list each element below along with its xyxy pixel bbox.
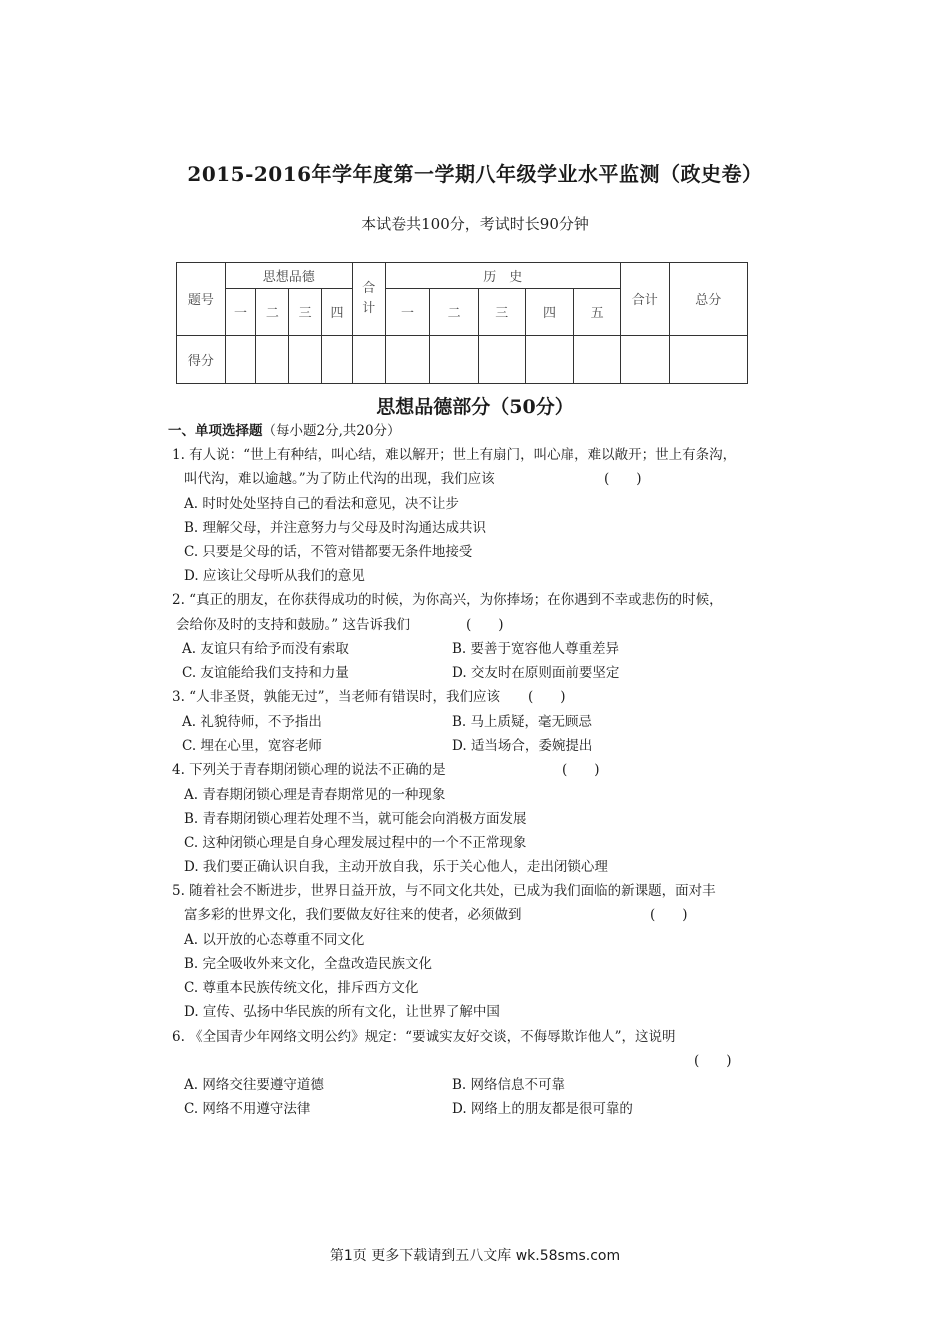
question-number-label: 题号 xyxy=(177,263,226,336)
part-title: 一、单项选择题 xyxy=(168,423,263,439)
answer-blank: ( ) xyxy=(562,762,600,778)
question-2-stem: 2. “真正的朋友，在你获得成功的时候，为你高兴，为你捧场；在你遇到不幸或悲伤的时候， xyxy=(172,592,723,608)
q1-option-c: C. 只要是父母的话，不管对错都要无条件地接受 xyxy=(184,544,473,560)
q4-option-c: C. 这种闭锁心理是自身心理发展过程中的一个不正常现象 xyxy=(184,835,527,851)
score-cell xyxy=(669,335,747,383)
question-1-stem-cont: 叫代沟，难以逾越。”为了防止代沟的出现，我们应该 xyxy=(184,471,495,487)
score-cell xyxy=(525,335,574,383)
score-cell xyxy=(478,335,525,383)
answer-blank: ( ) xyxy=(650,907,688,923)
score-table xyxy=(176,262,748,384)
question-5-stem: 5. 随着社会不断进步，世界日益开放，与不同文化共处，已成为我们面临的新课题，面对丰 xyxy=(172,883,716,899)
q4-option-b: B. 青春期闭锁心理若处理不当，就可能会向消极方面发展 xyxy=(184,811,527,827)
q5-option-c: C. 尊重本民族传统文化，排斥西方文化 xyxy=(184,980,419,996)
history-col-3: 三 xyxy=(478,289,525,335)
q2-option-c: C. 友谊能给我们支持和力量 xyxy=(182,665,349,681)
page-footer: 第1页 更多下载请到五八文库 wk.58sms.com xyxy=(329,1248,621,1264)
part-heading xyxy=(168,422,401,440)
answer-blank: ( ) xyxy=(528,689,566,705)
question-2-stem-cont: 会给你及时的支持和鼓励。” 这告诉我们 xyxy=(176,617,410,633)
history-group-header: 历 史 xyxy=(385,263,620,289)
q6-option-d: D. 网络上的朋友都是很可靠的 xyxy=(452,1101,633,1117)
score-cell xyxy=(225,335,256,383)
q2-option-b: B. 要善于宽容他人尊重差异 xyxy=(452,641,620,657)
q4-option-d: D. 我们要正确认识自我，主动开放自我，乐于关心他人，走出闭锁心理 xyxy=(184,859,608,875)
q1-option-b: B. 理解父母，并注意努力与父母及时沟通达成共识 xyxy=(184,520,487,536)
history-col-2: 二 xyxy=(430,289,479,335)
grand-total-header: 总分 xyxy=(669,263,747,336)
answer-blank: ( ) xyxy=(604,471,642,487)
history-total-header: 合计 xyxy=(620,263,669,336)
q2-option-a: A. 友谊只有给予而没有索取 xyxy=(182,641,349,657)
ethics-col-2: 二 xyxy=(256,289,289,335)
history-col-5: 五 xyxy=(574,289,621,335)
question-1-stem: 1. 有人说：“世上有种结，叫心结，难以解开；世上有扇门，叫心扉，难以敞开；世上有条沟， xyxy=(172,447,737,463)
q2-option-d: D. 交友时在原则面前要坚定 xyxy=(452,665,620,681)
score-cell xyxy=(352,335,385,383)
q3-option-a: A. 礼貌待师，不予指出 xyxy=(182,714,322,730)
answer-blank: ( ) xyxy=(466,617,504,633)
score-cell xyxy=(256,335,289,383)
q3-option-d: D. 适当场合，委婉提出 xyxy=(452,738,593,754)
score-cell xyxy=(289,335,322,383)
answer-blank: ( ) xyxy=(694,1053,732,1069)
subtotal-header: 合 计 xyxy=(352,263,385,336)
part-note: （每小题2分,共20分） xyxy=(262,423,401,439)
question-5-stem-cont: 富多彩的世界文化，我们要做友好往来的使者，必须做到 xyxy=(184,907,522,923)
ethics-col-4: 四 xyxy=(322,289,353,335)
q6-option-b: B. 网络信息不可靠 xyxy=(452,1077,566,1093)
score-row-label: 得分 xyxy=(177,335,226,383)
question-4-stem: 4. 下列关于青春期闭锁心理的说法不正确的是 xyxy=(172,762,446,778)
history-col-4: 四 xyxy=(525,289,574,335)
q3-option-b: B. 马上质疑，毫无顾忌 xyxy=(452,714,593,730)
page-title: 2015-2016年学年度第一学期八年级学业水平监测（政史卷） xyxy=(187,162,763,186)
q6-option-c: C. 网络不用遵守法律 xyxy=(184,1101,311,1117)
section-title: 思想品德部分（50分） xyxy=(376,396,574,418)
q5-option-d: D. 宣传、弘扬中华民族的所有文化，让世界了解中国 xyxy=(184,1004,500,1020)
question-6-stem: 6. 《全国青少年网络文明公约》规定：“要诚实友好交谈，不侮辱欺诈他人”，这说明 xyxy=(172,1029,676,1045)
q4-option-a: A. 青春期闭锁心理是青春期常见的一种现象 xyxy=(184,787,446,803)
ethics-col-1: 一 xyxy=(225,289,256,335)
score-cell xyxy=(574,335,621,383)
score-cell xyxy=(385,335,430,383)
ethics-group-header: 思想品德 xyxy=(225,263,352,289)
q1-option-a: A. 时时处处坚持自己的看法和意见，决不让步 xyxy=(184,496,459,512)
exam-info: 本试卷共100分，考试时长90分钟 xyxy=(361,215,589,233)
q3-option-c: C. 埋在心里，宽容老师 xyxy=(182,738,322,754)
score-cell xyxy=(430,335,479,383)
history-col-1: 一 xyxy=(385,289,430,335)
score-cell xyxy=(322,335,353,383)
ethics-col-3: 三 xyxy=(289,289,322,335)
q1-option-d: D. 应该让父母听从我们的意见 xyxy=(184,568,365,584)
q5-option-a: A. 以开放的心态尊重不同文化 xyxy=(184,932,365,948)
q5-option-b: B. 完全吸收外来文化，全盘改造民族文化 xyxy=(184,956,433,972)
q6-option-a: A. 网络交往要遵守道德 xyxy=(184,1077,324,1093)
question-3-stem: 3. “人非圣贤，孰能无过”，当老师有错误时，我们应该 xyxy=(172,689,500,705)
score-cell xyxy=(620,335,669,383)
